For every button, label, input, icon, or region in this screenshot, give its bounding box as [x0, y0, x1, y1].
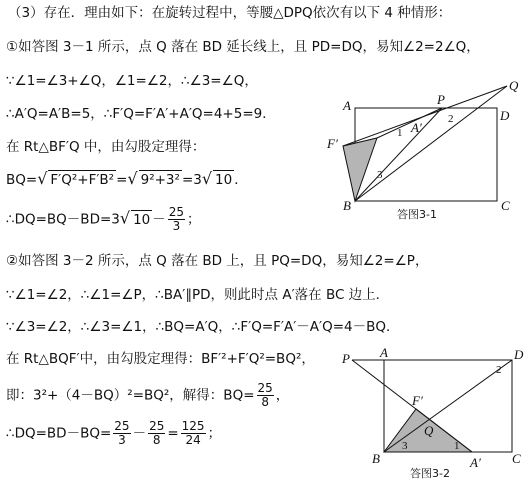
label-D: D	[500, 108, 510, 123]
eq-2: =	[167, 425, 179, 442]
caption-3-2: 答图3-2	[410, 467, 450, 480]
shaded-triangle	[343, 138, 377, 201]
period: ．	[234, 172, 248, 188]
label-Aprime-2: A′	[470, 455, 481, 470]
comma: ，	[275, 387, 290, 404]
line-12	[6, 382, 289, 409]
line-13	[6, 420, 221, 447]
label-P: P	[437, 92, 445, 107]
label-B: B	[343, 198, 351, 213]
label-Fprime: F′	[327, 136, 338, 151]
angle-3: 3	[377, 169, 383, 181]
figure-3-2	[332, 345, 532, 480]
label-A-2: A	[380, 345, 388, 360]
line-11: 在 Rt△BQF′中，由勾股定理得：BF′²+F′Q²=BQ²，	[6, 351, 315, 367]
line-8: ②如答图 3－2 所示，点 Q 落在 BD 上，且 PQ=DQ，易知∠2=∠P，	[6, 253, 429, 269]
line-10: ∵∠3=∠2，∴∠3=∠1，∴BQ=A′Q，∴F′Q=F′A′－A′Q=4－BQ．	[6, 319, 400, 335]
label-Aprime: A′	[411, 120, 422, 135]
angle-2-2: 2	[496, 364, 502, 376]
angle-3-2: 3	[402, 440, 408, 452]
line-bq	[355, 86, 507, 201]
line-2: ①如答图 3－1 所示，点 Q 落在 BD 延长线上，且 PD=DQ，易知∠2=2∠Q，	[6, 39, 480, 55]
eq-sign: =	[116, 172, 128, 188]
sqrt-10: 10	[133, 211, 151, 228]
fraction-c: $\frac{125}{24}$	[181, 419, 205, 447]
rectangle-abcd	[355, 108, 497, 201]
eq-text: 即：3²+（4－BQ）²=BQ²，解得：BQ=	[6, 387, 255, 404]
dq-expr: ∴DQ=BQ－BD=3	[6, 211, 120, 228]
label-C: C	[501, 198, 510, 213]
minus: －	[152, 211, 166, 228]
line-6: BQ=√ F′Q²+F′B² =√ 9²+3² =3√ 10 ．	[6, 169, 248, 188]
label-Q: Q	[509, 78, 519, 93]
figure-3-1	[327, 78, 525, 221]
label-P-2: P	[342, 351, 350, 366]
label-Fprime-2: F′	[412, 393, 423, 408]
angle-1-2: 1	[454, 440, 460, 452]
minus-2: －	[132, 425, 147, 442]
label-A: A	[343, 98, 351, 113]
label-B-2: B	[372, 451, 380, 466]
angle-2: 2	[448, 113, 454, 125]
caption-3-1: 答图3-1	[397, 208, 437, 221]
sqrt-expr-1: F′Q²+F′B²	[50, 172, 115, 188]
line-9: ∵∠1=∠2，∴∠1=∠P，∴BA′∥PD，则此时点 A′落在 BC 边上．	[6, 287, 390, 303]
angle-1: 1	[397, 127, 403, 139]
fraction-a: $\frac{25}{3}$	[114, 419, 130, 447]
line-5: 在 Rt△BF′Q 中，由勾股定理得：	[6, 139, 206, 155]
line-4: ∴A′Q=A′B=5，∴F′Q=F′A′+A′Q=4+5=9．	[6, 106, 276, 122]
label-C-2: C	[512, 451, 521, 466]
sqrt-expr-2: 9²+3²	[140, 172, 180, 188]
bq-label: BQ=	[6, 172, 38, 188]
line-1: （3）存在．理由如下：在旋转过程中，等腰△DPQ依次有以下 4 种情形：	[8, 5, 452, 21]
line-3: ∵∠1=∠3+∠Q，∠1=∠2，∴∠3=∠Q，	[6, 73, 258, 89]
dq-expr-2: ∴DQ=BD－BQ=	[6, 425, 112, 442]
sqrt-expr-3: 10	[215, 172, 233, 188]
label-D-2: D	[514, 347, 524, 362]
line-7: ∴DQ=BQ－BD=3√ 10 － $\frac{25}{3}$ ；	[6, 205, 201, 233]
semicolon: ；	[187, 211, 201, 228]
fraction-b: $\frac{25}{8}$	[149, 419, 165, 447]
semicolon-2: ；	[207, 425, 222, 442]
coef: =3	[181, 172, 202, 188]
label-Q-2: Q	[424, 423, 434, 438]
line-ap	[377, 108, 442, 138]
fraction-25-3: $\frac{25}{3}$	[168, 205, 185, 233]
fraction-25-8: $\frac{25}{8}$	[257, 381, 273, 409]
